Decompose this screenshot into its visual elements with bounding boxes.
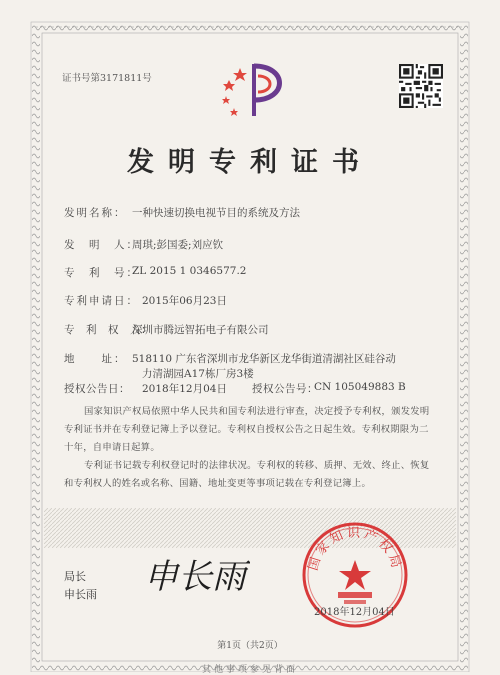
seal-text: 国家知识产权局 [305,525,405,573]
patent-number-label: 专 利 号： [64,267,139,279]
seal-date: 2018年12月04日 [314,607,395,618]
application-date-value: 2015年06月23日 [142,295,227,307]
grant-statement-paragraph: 国家知识产权局依照中华人民共和国专利法进行审查，决定授予专利权，颁发发明专利证书并在专利登记簿上予以登记。专利权自授权公告之日起生效。专利权期限为二十年，自申请日起算。 [64,406,430,453]
certificate-number: 证书号第3171811号 [62,73,152,84]
signature-name: 申长雨 [64,588,97,601]
legal-status-paragraph: 专利证书记载专利权登记时的法律状况。专利权的转移、质押、无效、终止、恢复和专利权人的姓名或名称、国籍、地址变更等事项记载在专利登记簿上。 [64,460,430,489]
inventor-label: 发 明 人： [64,239,139,251]
grant-number-value: CN 105049883 B [314,381,406,393]
page-footer: 第1页（共2页） [217,641,283,651]
signature-role: 局长 [64,570,86,583]
inventor-value: 周琪;彭国委;刘应钦 [132,239,224,251]
handwritten-signature [140,548,250,600]
address-value-line2: 力清湖园A17栋厂房3楼 [142,368,254,380]
grant-number-label: 授权公告号： [252,383,318,395]
patentee-label: 专 利 权 人： [64,324,152,336]
bottom-cut-text: 其他事项参见背面 [201,665,298,675]
patent-office-logo-icon [218,60,298,120]
invention-name-value: 一种快速切换电视节目的系统及方法 [132,207,300,219]
certificate-title: 发明专利证书 [127,147,373,178]
address-value-line1: 518110 广东省深圳市龙华新区龙华街道清湖社区硅谷动 [132,353,396,365]
invention-name-label: 发明名称： [64,207,127,219]
signature-script: 申长雨 [144,557,246,597]
qr-code-icon [399,64,443,108]
patentee-value: 深圳市腾远智拓电子有限公司 [132,324,269,336]
address-label: 地 址： [64,353,127,365]
grant-date-value: 2018年12月04日 [142,383,227,395]
grant-date-label: 授权公告日： [64,383,130,395]
patent-number-value: ZL 2015 1 0346577.2 [132,265,247,277]
application-date-label: 专利申请日： [64,295,139,307]
